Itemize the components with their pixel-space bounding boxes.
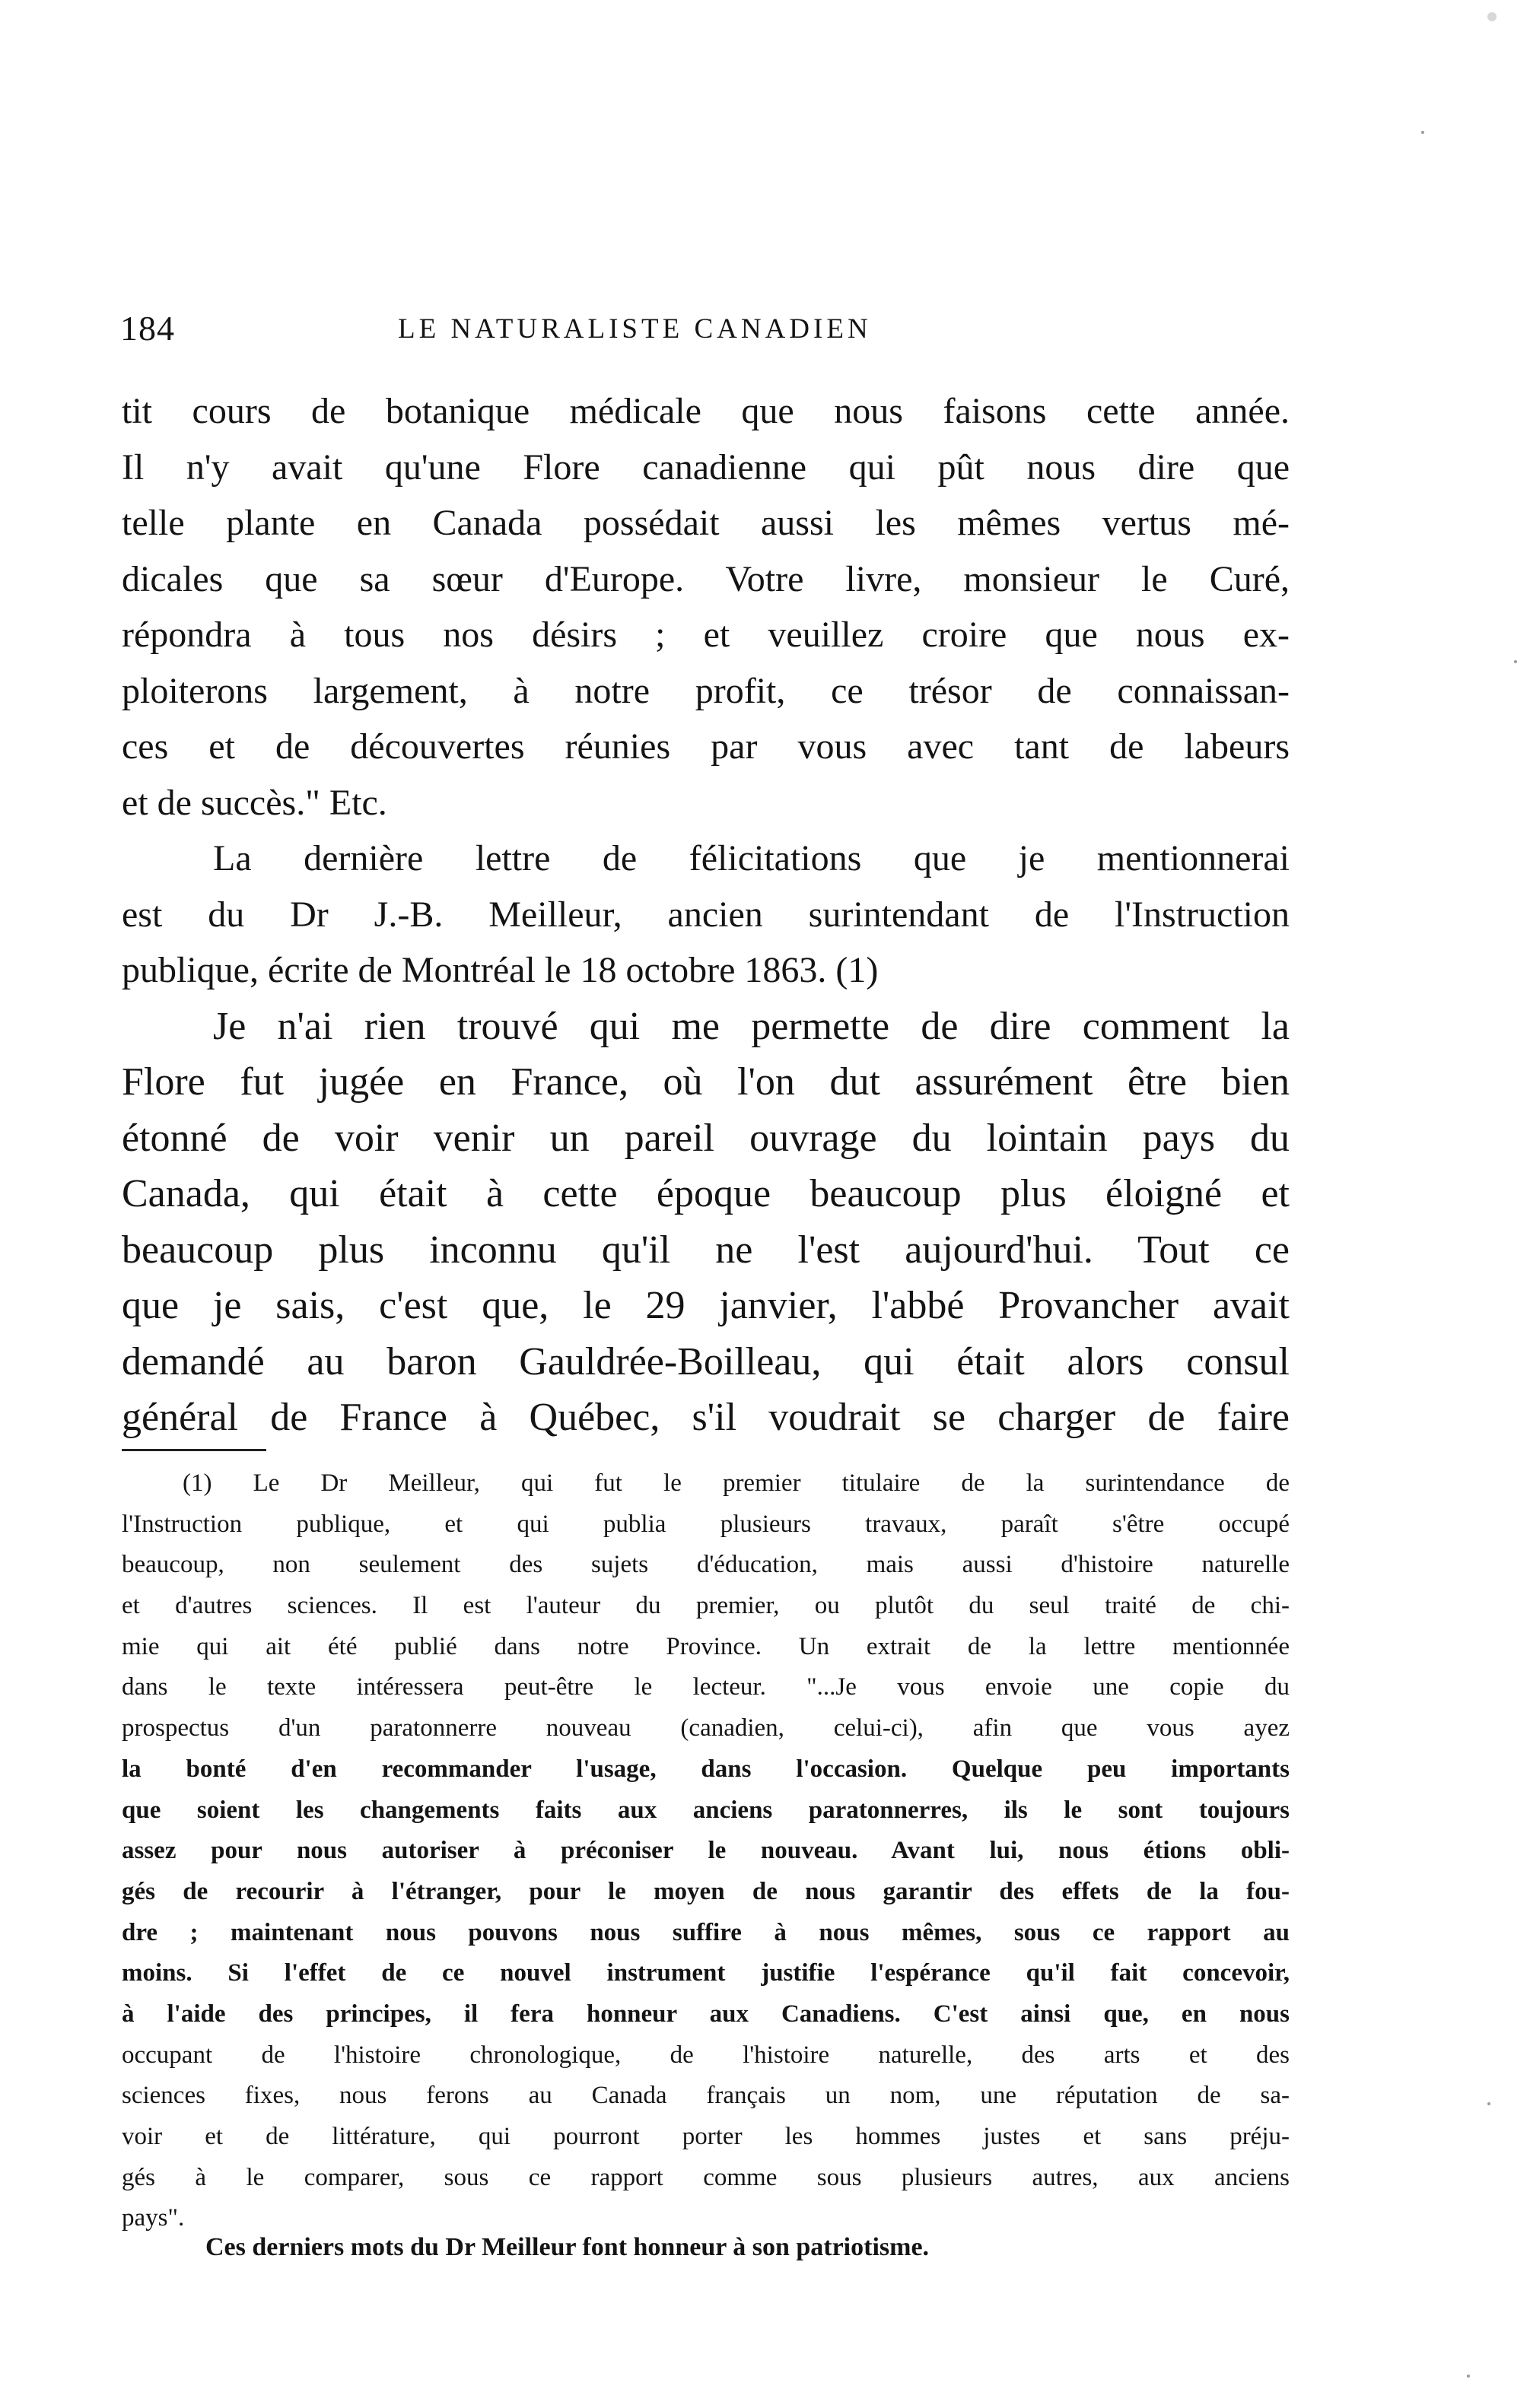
footnote-line: prospectus d'un paratonnerre nouveau (canadien, celui-ci), afin que vous ayez [122,1714,1290,1742]
footnote-line: (1) Le Dr Meilleur, qui fut le premier titulaire de la surintendance de [183,1469,1290,1497]
body-line: Canada, qui était à cette époque beaucoup plus éloigné et [122,1172,1290,1215]
closing-line: Ces derniers mots du Dr Meilleur font honneur à son patriotisme. [205,2233,930,2261]
paper-speck [1467,2375,1470,2378]
body-line: telle plante en Canada possédait aussi les mêmes vertus mé- [122,503,1290,543]
footnote-line: gés à le comparer, sous ce rapport comme sous plusieurs autres, aux anciens [122,2163,1290,2191]
body-line: demandé au baron Gauldrée-Boilleau, qui était alors consul [122,1339,1290,1383]
body-line: ces et de découvertes réunies par vous avec tant de labeurs [122,726,1290,767]
paper-speck [1514,660,1517,663]
body-line: Il n'y avait qu'une Flore canadienne qui pût nous dire que [122,446,1290,488]
footnotes [122,1463,1290,2239]
page-number: 184 [120,309,175,348]
footnote-line: et d'autres sciences. Il est l'auteur du premier, ou plutôt du seul traité de chi- [122,1592,1290,1620]
body-line: étonné de voir venir un pareil ouvrage du lointain pays du [122,1116,1290,1160]
footnote-line: que soient les changements faits aux anciens paratonnerres, ils le sont toujours [122,1796,1290,1824]
page-header [120,308,984,361]
footnote-line: sciences fixes, nous ferons au Canada français un nom, une réputation de sa- [122,2082,1290,2110]
body-line: ploiterons largement, à notre profit, ce trésor de connaissan- [122,670,1290,711]
footnote-divider [122,1449,266,1451]
footnote-line: dre ; maintenant nous pouvons nous suffire à nous mêmes, sous ce rapport au [122,1918,1290,1946]
footnote-line: l'Instruction publique, et qui publia plusieurs travaux, paraît s'être occupé [122,1510,1290,1538]
body-line: répondra à tous nos désirs ; et veuillez croire que nous ex- [122,615,1290,655]
running-title: LE NATURALISTE CANADIEN [398,313,872,345]
paper-speck [1487,2102,1490,2105]
footnote-line: mie qui ait été publié dans notre Province. Un extrait de la lettre mentionnée [122,1632,1290,1660]
body-line: dicales que sa sœur d'Europe. Votre livre, monsieur le Curé, [122,558,1290,599]
body-line: tit cours de botanique médicale que nous faisons cette année. [122,391,1290,431]
body-line: Je n'ai rien trouvé qui me permette de dire comment la [213,1004,1290,1048]
body-line: et de succès." Etc. [122,782,387,823]
body-line: est du Dr J.-B. Meilleur, ancien surintendant de l'Instruction [122,894,1290,935]
body-text [122,383,1290,1446]
footnote-line: beaucoup, non seulement des sujets d'éducation, mais aussi d'histoire naturelle [122,1551,1290,1579]
paper-speck [1487,12,1497,21]
footnote-line: à l'aide des principes, il fera honneur aux Canadiens. C'est ainsi que, en nous [122,2000,1290,2028]
body-line: que je sais, c'est que, le 29 janvier, l'abbé Provancher avait [122,1284,1290,1327]
footnote-line: gés de recourir à l'étranger, pour le moyen de nous garantir des effets de la fou- [122,1877,1290,1905]
footnote-line: assez pour nous autoriser à préconiser le nouveau. Avant lui, nous étions obli- [122,1837,1290,1865]
footnote-line: occupant de l'histoire chronologique, de l'histoire naturelle, des arts et des [122,2041,1290,2069]
body-line: La dernière lettre de félicitations que je mentionnerai [213,838,1290,878]
body-line: publique, écrite de Montréal le 18 octobre 1863. (1) [122,950,879,990]
footnote-line: pays". [122,2204,185,2232]
body-line: général de France à Québec, s'il voudrait se charger de faire [122,1396,1290,1439]
body-line: beaucoup plus inconnu qu'il ne l'est aujourd'hui. Tout ce [122,1228,1290,1272]
body-line: Flore fut jugée en France, où l'on dut assurément être bien [122,1060,1290,1104]
footnote-line: moins. Si l'effet de ce nouvel instrument justifie l'espérance qu'il fait concevoir, [122,1959,1290,1987]
footnote-line: dans le texte intéressera peut-être le lecteur. "...Je vous envoie une copie du [122,1673,1290,1701]
footnote-line: voir et de littérature, qui pourront porter les hommes justes et sans préju- [122,2123,1290,2150]
paper-speck [1421,131,1424,134]
footnote-line: la bonté d'en recommander l'usage, dans l'occasion. Quelque peu importants [122,1755,1290,1783]
